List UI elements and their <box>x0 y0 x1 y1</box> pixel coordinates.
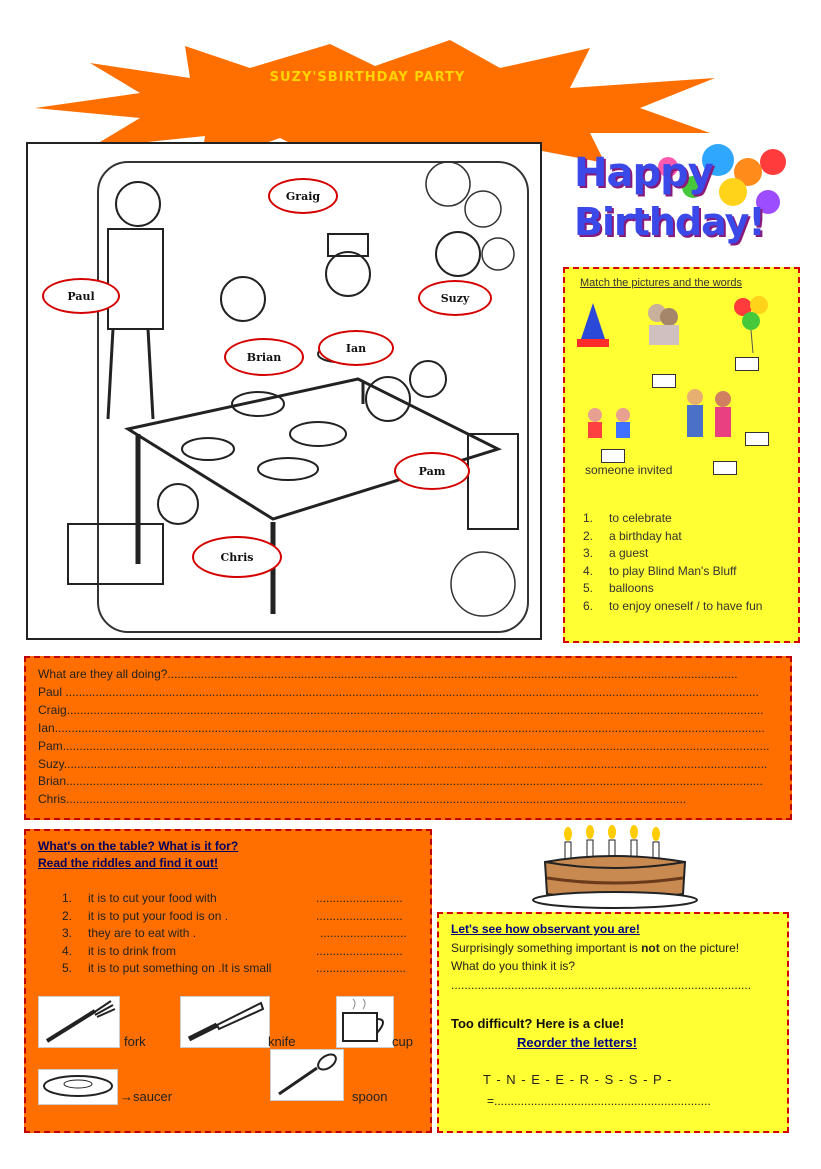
cup-icon <box>337 997 393 1047</box>
doing-line-craig[interactable]: Craig................................................................................................................................................................................................................. <box>38 703 764 717</box>
riddle-answer-1[interactable]: .......................... <box>316 891 403 905</box>
observe-line-1: Surprisingly something important is not on the picture! <box>451 941 740 955</box>
reorder-text: Reorder the letters! <box>517 1035 637 1050</box>
doing-exercise-box <box>24 656 792 820</box>
word-list <box>583 511 762 616</box>
cup-image <box>336 996 394 1048</box>
riddle-item: 5. it is to put something on .It is small <box>62 961 272 975</box>
name-label-pam: Pam <box>394 452 470 490</box>
match-blank-2[interactable] <box>735 357 759 371</box>
spoon-icon <box>271 1050 343 1100</box>
riddle-answer-5[interactable]: ........................... <box>316 961 407 975</box>
knife-label: knife <box>268 1034 296 1049</box>
word-item: 1. to celebrate <box>583 511 672 525</box>
name-label-graig: Graig <box>268 178 338 214</box>
match-blank-4[interactable] <box>745 432 769 446</box>
riddle-answer-3[interactable]: .......................... <box>320 926 407 940</box>
page-title: SUZY'SBIRTHDAY PARTY <box>269 70 466 85</box>
table-heading-2: Read the riddles and find it out! <box>38 856 218 870</box>
saucer-label: →saucer <box>120 1089 173 1104</box>
name-label-brian: Brian <box>224 338 304 376</box>
clue-text: Too difficult? Here is a clue! <box>451 1016 625 1031</box>
fork-label: fork <box>124 1034 146 1049</box>
happy-text: Happy <box>574 150 713 196</box>
knife-icon <box>181 997 269 1047</box>
riddle-item: 4. it is to drink from <box>62 944 177 958</box>
spoon-image <box>270 1049 344 1101</box>
balloon-bunch-icon <box>731 293 773 355</box>
doing-line-ian[interactable]: Ian..................................................................................................................................................................................................................... <box>38 721 765 735</box>
match-blank-1[interactable] <box>652 374 676 388</box>
riddle-item: 3. they are to eat with . <box>62 926 197 940</box>
scrambled-letters: T - N - E - E - R - S - S - P - <box>483 1072 673 1087</box>
saucer-image <box>38 1069 118 1105</box>
name-label-suzy: Suzy <box>418 280 492 316</box>
observe-line-2: What do you think it is? <box>451 959 576 973</box>
doing-line-suzy[interactable]: Suzy................................................................................................................................................................................................................... <box>38 757 768 771</box>
match-blank-5[interactable] <box>713 461 737 475</box>
doing-question: What are they all doing?........................................................................................................................................................................... <box>38 667 738 681</box>
party-scene-drawing <box>28 144 540 638</box>
saucer-icon <box>39 1070 117 1104</box>
doing-line-paul[interactable]: Paul ................................................................................................................................................................................................................ <box>38 685 759 699</box>
party-hat-icon <box>575 301 611 351</box>
doing-line-brian[interactable]: Brian................................................................................................................................................................................................................. <box>38 774 763 788</box>
word-item: 3. a guest <box>583 546 649 560</box>
doing-line-chris[interactable]: Chris.......................................................................................................................................................................................... <box>38 792 687 806</box>
table-heading-1: What's on the table? What is it for? <box>38 839 239 853</box>
fork-image <box>38 996 120 1048</box>
someone-invited-label: someone invited <box>585 463 673 477</box>
match-instruction: Match the pictures and the words <box>580 277 743 289</box>
knife-image <box>180 996 270 1048</box>
match-blank-3[interactable] <box>601 449 625 463</box>
children-celebrating-icon <box>639 297 687 349</box>
name-label-chris: Chris <box>192 536 282 578</box>
name-label-ian: Ian <box>318 330 394 366</box>
match-box <box>563 267 800 643</box>
cup-label: cup <box>392 1034 413 1049</box>
blind-mans-bluff-icon <box>583 405 641 445</box>
birthday-text: Birthday! <box>574 200 765 244</box>
guest-greeting-icon <box>681 387 741 445</box>
observe-heading: Let's see how observant you are! <box>451 922 640 936</box>
observe-answer-line[interactable]: .......................................................................................... <box>451 978 752 992</box>
happy-birthday-graphic <box>568 142 790 262</box>
riddle-item: 1. it is to cut your food with <box>62 891 217 905</box>
riddle-answer-2[interactable]: .......................... <box>316 909 403 923</box>
riddle-answer-4[interactable]: .......................... <box>316 944 403 958</box>
word-item: 6. to enjoy oneself / to have fun <box>583 598 763 613</box>
fork-icon <box>39 997 119 1047</box>
doing-line-pam[interactable]: Pam.................................................................................................................................................................................................................... <box>38 739 770 753</box>
name-label-paul: Paul <box>42 278 120 314</box>
word-item: 2. a birthday hat <box>583 528 682 543</box>
party-illustration <box>26 142 542 640</box>
word-item: 4. to play Blind Man's Bluff <box>583 563 737 578</box>
riddle-item: 2. it is to put your food is on . <box>62 909 229 923</box>
reorder-answer-line[interactable]: =................................................................. <box>487 1094 711 1108</box>
birthday-cake-icon <box>525 820 700 910</box>
table-riddles-box <box>24 829 432 1133</box>
observant-box <box>437 912 789 1133</box>
spoon-label: spoon <box>352 1089 388 1104</box>
word-item: 5. balloons <box>583 581 654 595</box>
